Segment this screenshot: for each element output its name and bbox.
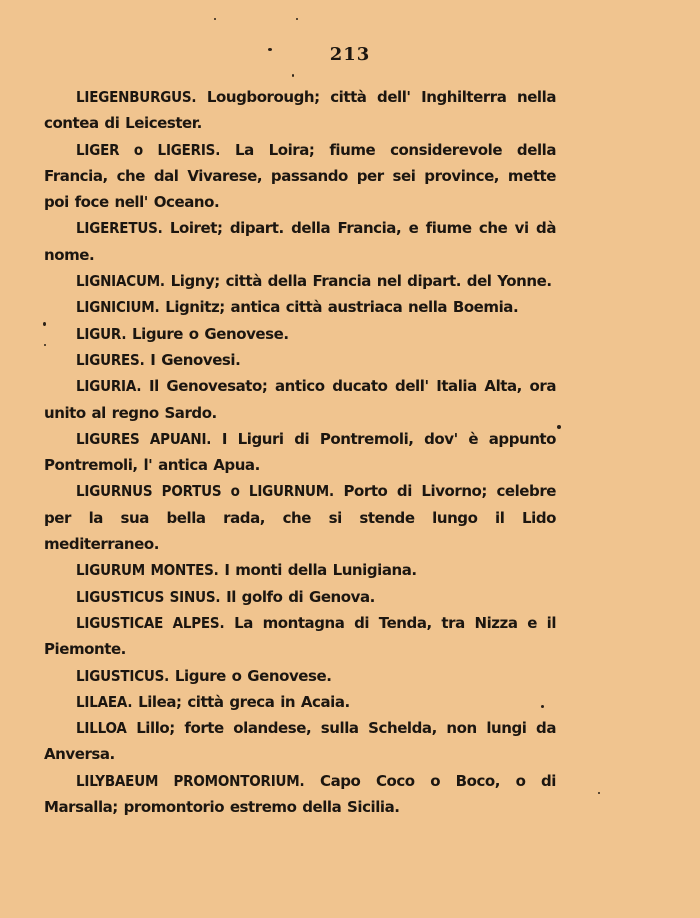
entry-definition: Lilea; città greca in Acaia.: [138, 692, 350, 711]
page-number: 213: [329, 44, 371, 65]
dictionary-entry: [44, 84, 556, 137]
ink-speck: [557, 425, 561, 429]
entry-headword: LIEGENBURGUS.: [76, 88, 197, 106]
dictionary-entry: [44, 294, 556, 320]
dictionary-entry: [44, 715, 556, 768]
entry-definition: Lougborough; città dell' Inghilterra nella contea di Leicester.: [44, 88, 556, 133]
dictionary-entry: [44, 137, 556, 216]
entry-definition: I monti della Lunigiana.: [224, 561, 417, 580]
entry-definition: I Genovesi.: [150, 350, 241, 369]
entry-headword: LILYBAEUM PROMONTORIUM.: [76, 771, 305, 790]
ink-speck: [214, 18, 216, 20]
dictionary-entry: [44, 321, 556, 347]
entry-headword: LIGURNUS PORTUS o LIGURNUM.: [76, 482, 334, 501]
entry-definition: Ligure o Genovese.: [132, 324, 289, 343]
entry-headword: LIGUSTICUS SINUS.: [76, 587, 221, 606]
ink-speck: [43, 322, 46, 326]
entry-definition: Loiret; dipart. della Francia, e fiume che vi dà nome.: [44, 219, 556, 264]
ink-speck: [268, 48, 272, 51]
entry-definition: La Loira; fiume considerevole della Francia, che dal Vivarese, passando per sei province, mette poi foce nell' Oceano.: [44, 140, 556, 212]
ink-speck: [292, 74, 294, 77]
entry-headword: LIGURUM MONTES.: [76, 561, 219, 580]
entry-definition: Il golfo di Genova.: [226, 587, 375, 606]
entry-headword: LIGURIA.: [76, 377, 142, 396]
ink-speck: [598, 792, 600, 794]
dictionary-entry: [44, 768, 556, 821]
entry-headword: LIGER o LIGERIS.: [76, 140, 221, 159]
entry-headword: LILLOA: [76, 719, 127, 738]
ink-speck: [541, 705, 544, 708]
entry-headword: LIGURES.: [76, 350, 145, 369]
entry-definition: I Liguri di Pontremoli, dov' è appunto Pontremoli, l' antica Apua.: [44, 429, 557, 475]
entry-definition: Capo Coco o Boco, o di Marsalla; promontorio estremo della Sicilia.: [44, 771, 556, 817]
dictionary-entry: [44, 215, 556, 268]
entry-headword: LIGUR.: [76, 324, 127, 343]
dictionary-entry: [44, 557, 556, 583]
dictionary-entries: [44, 84, 556, 820]
entry-definition: Ligure o Genovese.: [174, 666, 332, 685]
dictionary-entry: [44, 689, 556, 715]
entry-definition: Lillo; forte olandese, sulla Schelda, non lungi da Anversa.: [44, 719, 557, 764]
dictionary-entry: [44, 268, 556, 294]
entry-definition: La montagna di Tenda, tra Nizza e il Piemonte.: [44, 613, 557, 659]
entry-headword: LIGNICIUM.: [76, 298, 160, 317]
ink-speck: [296, 18, 298, 20]
dictionary-entry: [44, 663, 556, 689]
entry-headword: LIGUSTICUS.: [76, 666, 170, 685]
entry-headword: LIGNIACUM.: [76, 272, 165, 291]
entry-headword: LIGERETUS.: [76, 219, 163, 238]
dictionary-entry: [44, 347, 556, 373]
entry-definition: Lignitz; antica città austriaca nella Boemia.: [165, 298, 519, 317]
ink-speck: [44, 344, 46, 346]
dictionary-entry: [44, 610, 556, 663]
dictionary-entry: [44, 373, 556, 426]
entry-headword: LILAEA.: [76, 692, 133, 711]
entry-headword: LIGUSTICAE ALPES.: [76, 613, 225, 632]
entry-definition: Ligny; città della Francia nel dipart. del Yonne.: [170, 272, 552, 291]
entry-definition: Porto di Livorno; celebre per la sua bella rada, che si stende lungo il Lido mediterraneo.: [44, 482, 556, 554]
entry-definition: Il Genovesato; antico ducato dell' Italia Alta, ora unito al regno Sardo.: [44, 377, 556, 422]
dictionary-entry: [44, 584, 556, 610]
dictionary-entry: [44, 426, 556, 479]
entry-headword: LIGURES APUANI.: [76, 429, 212, 448]
dictionary-entry: [44, 478, 556, 557]
